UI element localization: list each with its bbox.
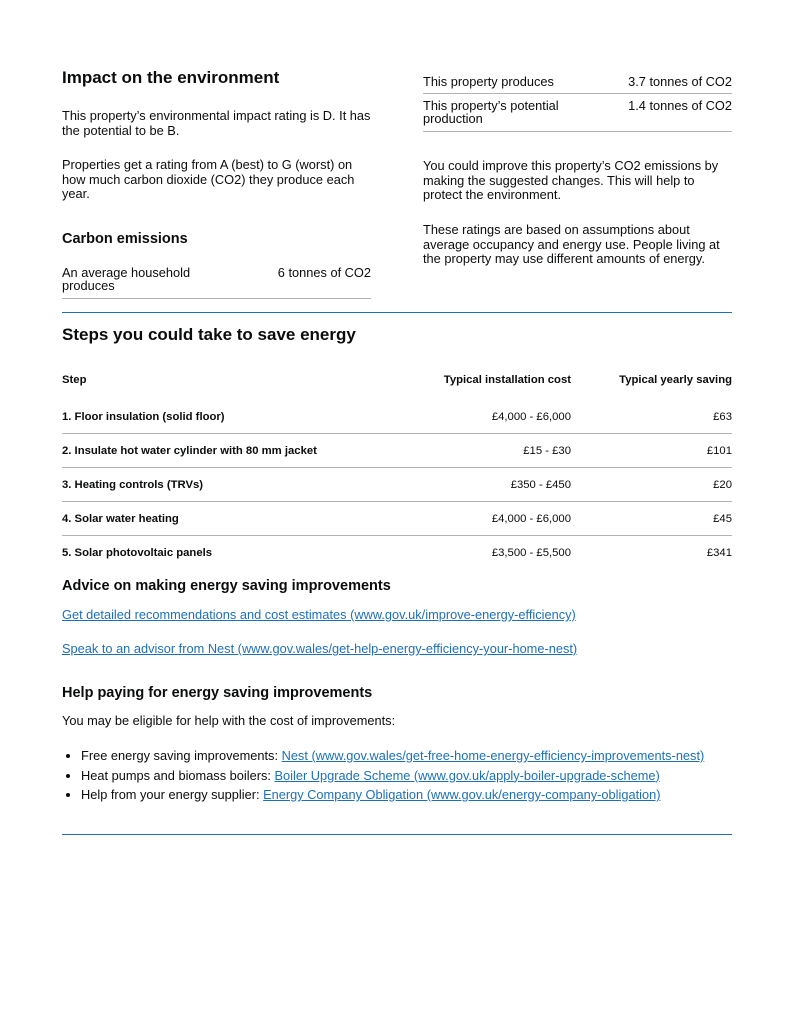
step-saving: £341	[571, 536, 732, 570]
step-name: 1. Floor insulation (solid floor)	[62, 410, 225, 423]
header-saving: Typical yearly saving	[619, 374, 732, 386]
help-item-text: Heat pumps and biomass boilers:	[81, 767, 275, 783]
table-row	[62, 536, 732, 570]
table-row	[62, 400, 732, 434]
energy-company-obligation-link[interactable]: Energy Company Obligation (www.gov.uk/energy-company-obligation)	[263, 787, 661, 802]
header-step: Step	[62, 374, 87, 386]
step-saving: £63	[713, 410, 732, 423]
step-cost: £4,000 - £6,000	[422, 502, 571, 536]
help-item-text: Help from your energy supplier:	[81, 787, 264, 802]
potential-production-label: This property’s potential production	[423, 98, 559, 126]
carbon-emissions-title: Carbon emissions	[62, 231, 188, 247]
ratings-assumptions-text: These ratings are based on assumptions about average occupancy and energy use. People living at the property may use different amounts of energy.	[423, 222, 720, 266]
step-name: 4. Solar water heating	[62, 502, 422, 536]
rating-explanation-text: Properties get a rating from A (best) to G (worst) on how much carbon dioxide (CO2) they produce each year.	[62, 157, 355, 201]
help-item-text: Free energy saving improvements:	[81, 748, 282, 763]
potential-production-value: 1.4 tonnes of CO2	[628, 98, 732, 113]
divider	[62, 298, 371, 299]
property-produces-label: This property produces	[423, 74, 554, 89]
step-saving: £20	[571, 468, 732, 502]
improve-emissions-text: You could improve this property’s CO2 emissions by making the suggested changes. This will help to protect the environment.	[423, 158, 719, 202]
environment-rating-text: This property’s environmental impact rating is D. It has the potential to be B.	[62, 108, 371, 138]
boiler-upgrade-scheme-link[interactable]: Boiler Upgrade Scheme (www.gov.uk/apply-boiler-upgrade-scheme)	[274, 767, 660, 783]
environment-title: Impact on the environment	[62, 68, 280, 87]
average-household-value: 6 tonnes of CO2	[277, 265, 371, 280]
step-cost: £3,500 - £5,500	[422, 536, 571, 570]
steps-table-header	[62, 367, 732, 400]
steps-table	[62, 367, 732, 569]
average-household-label: An average household produces	[62, 265, 191, 293]
step-cost: £15 - £30	[422, 434, 571, 468]
section-divider	[62, 312, 732, 313]
step-name: 2. Insulate hot water cylinder with 80 mm jacket	[62, 434, 422, 468]
table-row	[62, 468, 732, 502]
advice-title: Advice on making energy saving improvements	[62, 578, 391, 594]
help-title: Help paying for energy saving improvements	[62, 685, 373, 701]
table-row	[62, 502, 732, 536]
list-item	[81, 746, 704, 766]
divider	[423, 131, 732, 132]
table-row	[62, 434, 732, 468]
divider	[423, 93, 732, 94]
step-name: 5. Solar photovoltaic panels	[62, 536, 422, 570]
step-saving: £45	[571, 502, 732, 536]
list-item	[81, 766, 704, 786]
step-saving: £101	[571, 434, 732, 468]
header-cost: Typical installation cost	[443, 374, 571, 386]
step-name: 3. Heating controls (TRVs)	[62, 468, 422, 502]
steps-title: Steps you could take to save energy	[62, 325, 356, 344]
list-item	[81, 785, 704, 805]
improve-energy-efficiency-link[interactable]: Get detailed recommendations and cost estimates (www.gov.uk/improve-energy-efficiency)	[62, 607, 576, 622]
step-cost: £4,000 - £6,000	[491, 410, 571, 423]
section-divider	[62, 834, 732, 835]
nest-advisor-link[interactable]: Speak to an advisor from Nest (www.gov.wales/get-help-energy-efficiency-your-home-nest)	[62, 641, 578, 656]
help-list	[62, 746, 704, 805]
step-cost: £350 - £450	[422, 468, 571, 502]
property-produces-value: 3.7 tonnes of CO2	[628, 74, 732, 89]
help-intro-text: You may be eligible for help with the cost of improvements:	[62, 713, 396, 728]
nest-improvements-link[interactable]: Nest (www.gov.wales/get-free-home-energy-efficiency-improvements-nest)	[281, 748, 705, 763]
